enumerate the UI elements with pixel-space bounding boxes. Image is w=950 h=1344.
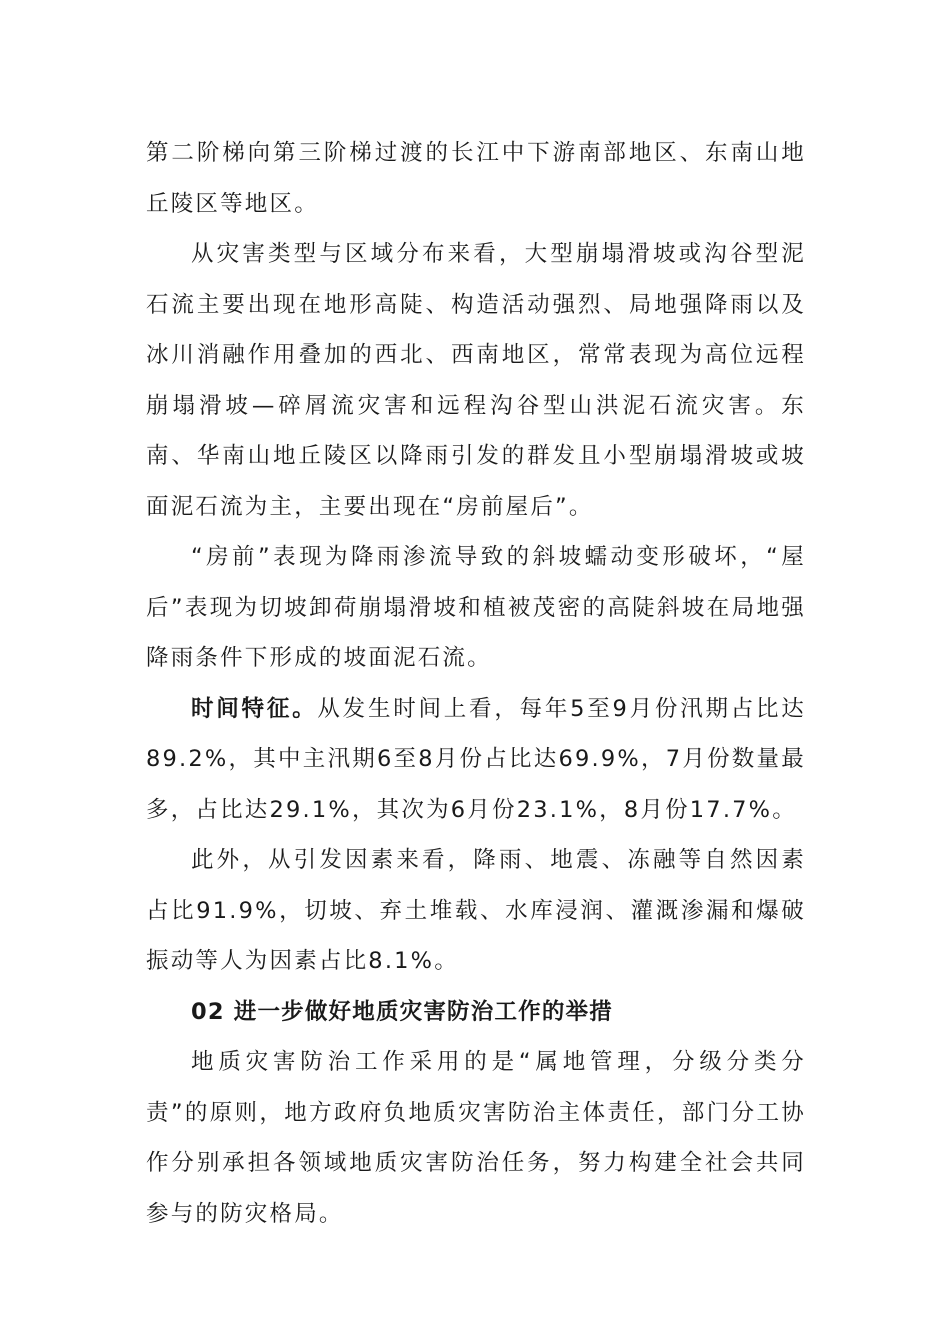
paragraph-prevention-principle: 地质灾害防治工作采用的是“属地管理，分级分类分责”的原则，地方政府负地质灾害防治主体责任，部门分工协作分别承担各领域地质灾害防治任务，努力构建全社会共同参与的防灾格局。 — [146, 1049, 806, 1227]
time-features-lead: 时间特征。 — [191, 695, 318, 722]
section-heading: 02 进一步做好地质灾害防治工作的举措 — [191, 998, 613, 1025]
paragraph-disaster-types: 从灾害类型与区域分布来看，大型崩塌滑坡或沟谷型泥石流主要出现在地形高陡、构造活动强烈、局地强降雨以及冰川消融作用叠加的西北、西南地区，常常表现为高位远程崩塌滑坡—碎屑流灾害和远程沟谷型山洪泥石流灾害。东南、华南山地丘陵区以降雨引发的群发且小型崩塌滑坡或坡面泥石流为主，主要出现在“房前屋后”。 — [146, 241, 806, 520]
paragraph-house-front-back: “房前”表现为降雨渗流导致的斜坡蠕动变形破坏，“屋后”表现为切坡卸荷崩塌滑坡和植被茂密的高陡斜坡在局地强降雨条件下形成的坡面泥石流。 — [146, 544, 806, 671]
paragraph-time-features — [146, 684, 806, 836]
document-page — [146, 128, 806, 1239]
paragraph-region-continuation: 第二阶梯向第三阶梯过渡的长江中下游南部地区、东南山地丘陵区等地区。 — [146, 140, 806, 217]
paragraph-trigger-factors: 此外，从引发因素来看，降雨、地震、冻融等自然因素占比91.9%，切坡、弃土堆载、水库浸润、灌溉渗漏和爆破振动等人为因素占比8.1%。 — [146, 847, 806, 974]
time-features-body: 从发生时间上看，每年5至9月份汛期占比达89.2%，其中主汛期6至8月份占比达69.9%，7月份数量最多，占比达29.1%，其次为6月份23.1%，8月份17.7%。 — [146, 695, 806, 823]
